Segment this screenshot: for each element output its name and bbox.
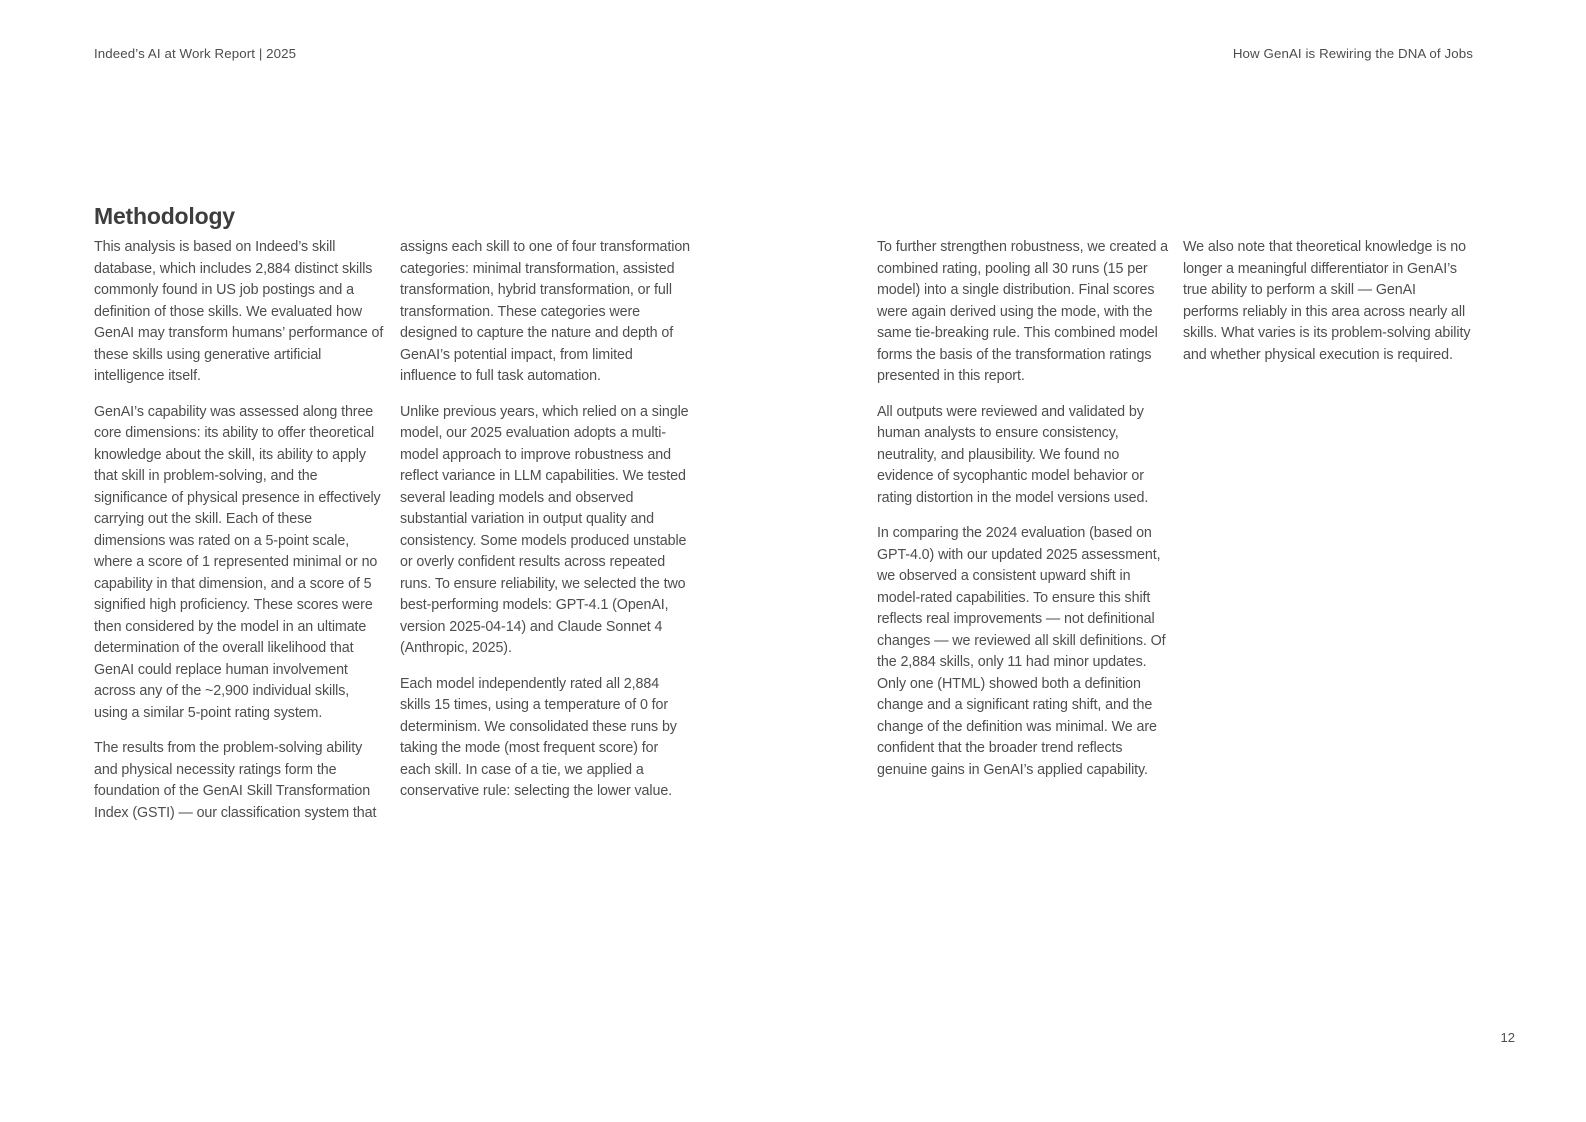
paragraph: We also note that theoretical knowledge is no longer a meaningful differentiator in GenAI’s true ability to perform a skill — GenAI performs reliably in this area across nearly all skills. What varies is its problem-solving ability and whether physical execution is required.	[1183, 239, 1471, 363]
text-column-2	[400, 237, 692, 817]
paragraph: The results from the problem-solving ability and physical necessity ratings form the foundation of the GenAI Skill Transformation Index (GSTI) — our classification system that	[94, 740, 377, 821]
page-title: Methodology	[94, 203, 235, 229]
paragraph: In comparing the 2024 evaluation (based on GPT-4.0) with our updated 2025 assessment, we observed a consistent upward shift in model-rated capabilities. To ensure this shift reflects real improvements — not definitional changes — we reviewed all skill definitions. Of the 2,884 skills, only 11 had minor updates. Only one (HTML) showed both a definition change and a significant rating shift, and the change of the definition was minimal. We are confident that the broader trend reflects genuine gains in GenAI’s applied capability.	[877, 525, 1166, 778]
paragraph: GenAI’s capability was assessed along three core dimensions: its ability to offer theoretical knowledge about the skill, its ability to apply that skill in problem-solving, and the significance of physical presence in effectively carrying out the skill. Each of these dimensions was rated on a 5-point scale, where a score of 1 represented minimal or no capability in that dimension, and a score of 5 signified high proficiency. These scores were then considered by the model in an ultimate determination of the overall likelihood that GenAI could replace human involvement across any of the ~2,900 individual skills, using a similar 5-point rating system.	[94, 403, 381, 721]
paragraph: All outputs were reviewed and validated by human analysts to ensure consistency, neutrality, and plausibility. We found no evidence of sycophantic model behavior or rating distortion in the model versions used.	[877, 403, 1149, 506]
paragraph: Unlike previous years, which relied on a single model, our 2025 evaluation adopts a multi-model approach to improve robustness and reflect variance in LLM capabilities. We tested several leading models and observed substantial variation in output quality and consistency. Some models produced unstable or overly confident results across repeated runs. To ensure reliability, we selected the two best-performing models: GPT-4.1 (OpenAI, version 2025-04-14) and Claude Sonnet 4 (Anthropic, 2025).	[400, 403, 689, 656]
text-column-3	[877, 237, 1169, 795]
paragraph: assigns each skill to one of four transformation categories: minimal transformation, assisted transformation, hybrid transformation, or full transformation. These categories were designed to capture the nature and depth of GenAI’s potential impact, from limited influence to full task automation.	[400, 239, 691, 384]
report-title-header: Indeed’s AI at Work Report | 2025	[94, 46, 297, 61]
paragraph: This analysis is based on Indeed’s skill database, which includes 2,884 distinct skills commonly found in US job postings and a definition of those skills. We evaluated how GenAI may transform humans’ performance of these skills using generative artificial intelligence itself.	[94, 239, 384, 384]
paragraph: To further strengthen robustness, we created a combined rating, pooling all 30 runs (15 per model) into a single distribution. Final scores were again derived using the mode, with the same tie-breaking rule. This combined model forms the basis of the transformation ratings presented in this report.	[877, 239, 1169, 384]
chapter-title-header: How GenAI is Rewiring the DNA of Jobs	[1232, 46, 1473, 61]
text-column-4	[1183, 237, 1475, 380]
text-column-1	[94, 237, 386, 838]
page-number: 12	[1500, 1030, 1515, 1045]
running-header	[94, 46, 1473, 61]
paragraph: Each model independently rated all 2,884 skills 15 times, using a temperature of 0 for determinism. We consolidated these runs by taking the mode (most frequent score) for each skill. In case of a tie, we applied a conservative rule: selecting the lower value.	[400, 675, 677, 799]
